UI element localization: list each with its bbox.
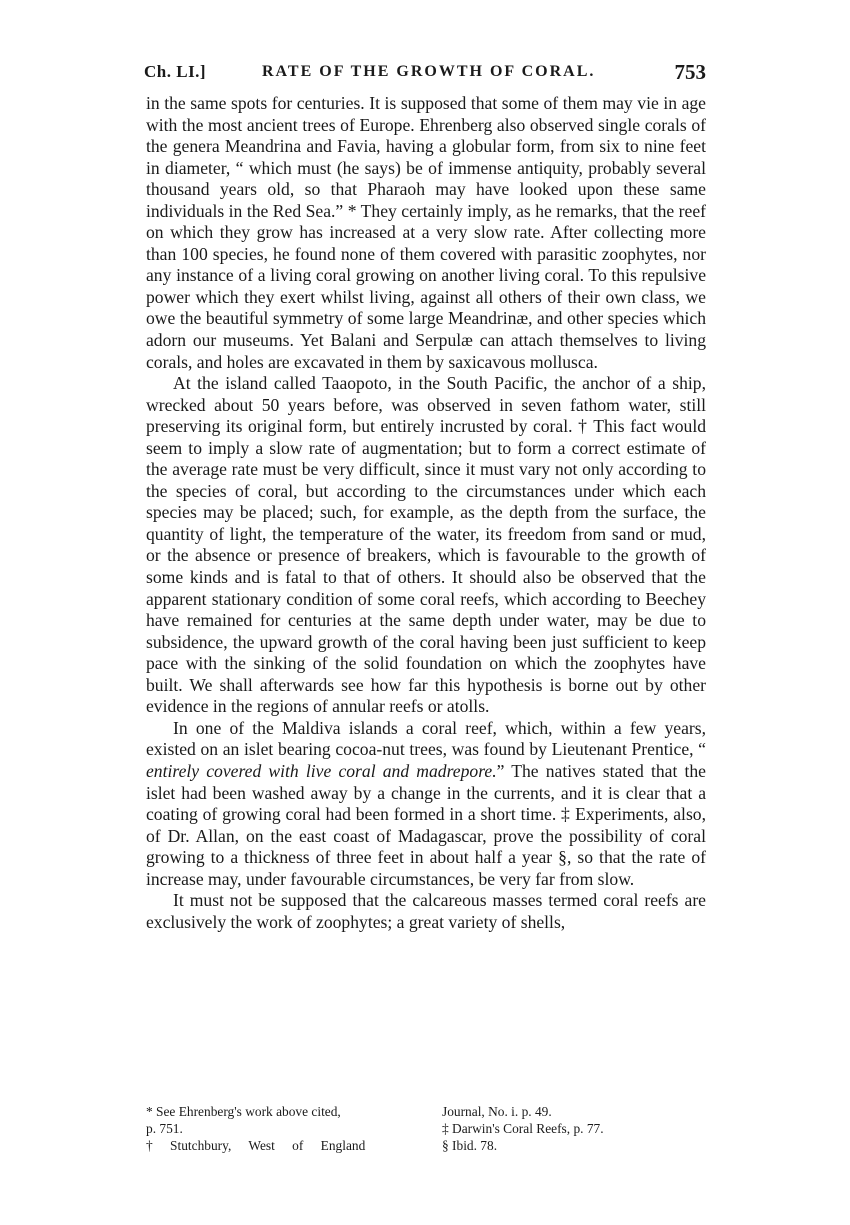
paragraph	[146, 890, 706, 933]
footnotes-right-column	[442, 1103, 712, 1154]
footnotes-left-column	[146, 1103, 446, 1154]
paragraph	[146, 718, 706, 890]
page-number: 753	[674, 60, 706, 84]
footnote-line: ‡ Darwin's Coral Reefs, p. 77.	[442, 1121, 604, 1136]
body-text	[146, 93, 706, 933]
running-header	[144, 62, 706, 88]
text-run: It must not be supposed that the calcareous masses termed coral reefs are exclusively the work of zoophytes; a great variety of shells,	[146, 890, 706, 932]
text-run: At the island called Taaopoto, in the South Pacific, the anchor of a ship, wrecked about 50 years before, was observed in seven fathom water, still preserving its original form, but entirely incrusted by coral. † This fact would seem to imply a slow rate of augmentation; but to form a correct estimate of the average rate must be very difficult, since it must vary not only according to the species of coral, but according to the circumstances under which each species may be placed; such, for example, as the depth from the surface, the quantity of light, the temperature of the water, its freedom from sand or mud, or the absence or presence of breakers, which is favourable to the growth of some kinds and is fatal to that of others. It should also be observed that the apparent stationary condition of some coral reefs, which according to Beechey have remained for centuries at the same depth under water, may be due to subsidence, the upward growth of the coral having been just sufficient to keep pace with the sinking of the solid foundation on which the zoophytes have built. We shall afterwards see how far this hypothesis is borne out by other evidence in the regions of annular reefs or atolls.	[146, 373, 706, 717]
italic-quote: entirely covered with live coral and madrepore.	[146, 760, 497, 781]
paragraph	[146, 93, 706, 373]
running-title: RATE OF THE GROWTH OF CORAL.	[262, 63, 596, 80]
footnote-line: § Ibid. 78.	[442, 1138, 498, 1153]
footnote-line: Journal, No. i. p. 49.	[442, 1104, 552, 1119]
text-run: in the same spots for centuries. It is supposed that some of them may vie in age with the most ancient trees of Europe. Ehrenberg also observed single corals of the genera Meandrina and Favia, having a globular form, from six to nine feet in diameter, “ which must (he says) be of immense antiquity, probably several thousand years old, so that Pharaoh may have looked upon these same individuals in the Red Sea.” * They certainly imply, as he remarks, that the reef on which they grow has increased at a very slow rate. After collecting more than 100 species, he found none of them covered with parasitic zoophytes, nor any instance of a living coral growing on another living coral. To this repulsive power which they exert whilst living, against all others of their own class, we owe the beautiful symmetry of some large Meandrinæ, and other species which adorn our museums. Yet Balani and Serpulæ can attach themselves to living corals, and holes are excavated in them by saxicavous mollusca.	[146, 93, 706, 372]
text-run: ” The natives stated that the islet had been washed away by a change in the currents, and it is clear that a coating of growing coral had been formed in a short time. ‡ Experiments, also, of Dr. Allan, on the east coast of Madagascar, prove the possibility of coral growing to a thickness of three feet in about half a year §, so that the rate of increase may, under favourable circumstances, be very far from slow.	[146, 760, 706, 889]
text-run: In one of the Maldiva islands a coral reef, which, within a few years, existed on an islet bearing cocoa-nut trees, was found by Lieutenant Prentice, “	[146, 717, 706, 760]
footnote-line: † Stutchbury, West of England	[146, 1138, 366, 1153]
chapter-label: Ch. LI.]	[144, 62, 207, 81]
paragraph	[146, 373, 706, 718]
footnote-line: * See Ehrenberg's work above cited,	[146, 1104, 341, 1119]
footnote-line: p. 751.	[146, 1121, 183, 1136]
